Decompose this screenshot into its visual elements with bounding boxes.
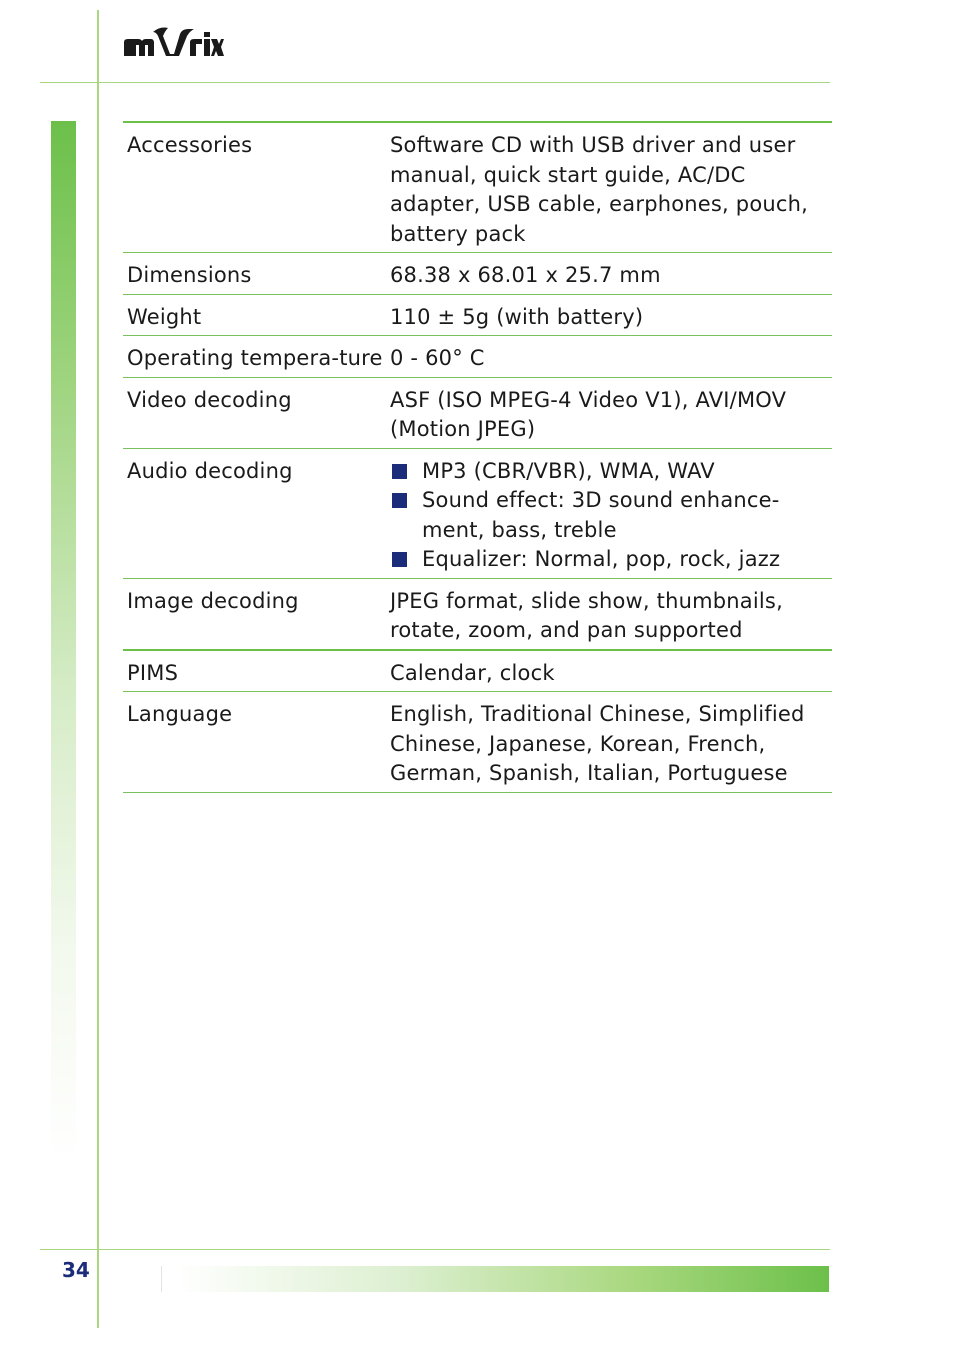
table-row: [123, 295, 832, 337]
table-row: [123, 579, 832, 651]
spec-label: Dimensions: [127, 263, 252, 287]
spec-label: Language: [127, 702, 233, 726]
list-item-text: MP3 (CBR/VBR), WMA, WAV: [422, 458, 715, 483]
table-row: [123, 253, 832, 295]
table-row: [123, 449, 832, 579]
spec-label: Audio decoding: [127, 458, 293, 483]
list-item: [390, 486, 830, 545]
spec-value: 68.38 x 68.01 x 25.7 mm: [390, 263, 661, 287]
audio-feature-list: [390, 457, 830, 575]
table-row: [123, 651, 832, 693]
spec-value: JPEG format, slide show, thumbnails, rotate, zoom, and pan supported: [390, 588, 783, 642]
table-row: [123, 378, 832, 449]
spec-value: [390, 457, 832, 575]
square-bullet-icon: [392, 464, 407, 479]
spec-label: PIMS: [127, 660, 179, 685]
spec-value: English, Traditional Chinese, Simplified Chinese, Japanese, Korean, French, German, Spanish, Italian, Portuguese: [390, 702, 805, 785]
spec-value: ASF (ISO MPEG-4 Video V1), AVI/MOV (Motion JPEG): [390, 387, 787, 441]
spec-label: Operating tempera-ture: [127, 346, 383, 370]
spec-label: Weight: [127, 304, 202, 329]
page-number: 34: [62, 1258, 90, 1282]
spec-label: Image decoding: [127, 588, 299, 613]
list-item: [390, 545, 830, 575]
header-rule: [40, 82, 830, 83]
footer-gradient-bar: [176, 1266, 829, 1292]
vertical-rule: [97, 10, 99, 1328]
mvrix-logo: [120, 22, 224, 64]
footer-divider: [161, 1266, 162, 1292]
spec-value: Calendar, clock: [390, 660, 555, 685]
spec-value: 110 ± 5g (with battery): [390, 304, 644, 329]
footer-rule: [40, 1249, 830, 1250]
table-row: [123, 123, 832, 253]
list-item-text: Sound effect: 3D sound enhance-ment, bass, treble: [422, 488, 780, 542]
list-item-text: Equalizer: Normal, pop, rock, jazz: [422, 547, 781, 571]
spec-value: 0 - 60° C: [390, 346, 485, 370]
list-item: [390, 457, 830, 487]
table-row: [123, 692, 832, 793]
spec-label: Video decoding: [127, 387, 292, 412]
sidebar-gradient-bar: [51, 121, 76, 1161]
spec-label: Accessories: [127, 133, 253, 157]
square-bullet-icon: [392, 493, 407, 508]
square-bullet-icon: [392, 552, 407, 567]
spec-value: Software CD with USB driver and user manual, quick start guide, AC/DC adapter, USB cable, earphones, pouch, battery pack: [390, 133, 809, 246]
table-row: [123, 336, 832, 378]
specifications-table: [123, 121, 832, 793]
